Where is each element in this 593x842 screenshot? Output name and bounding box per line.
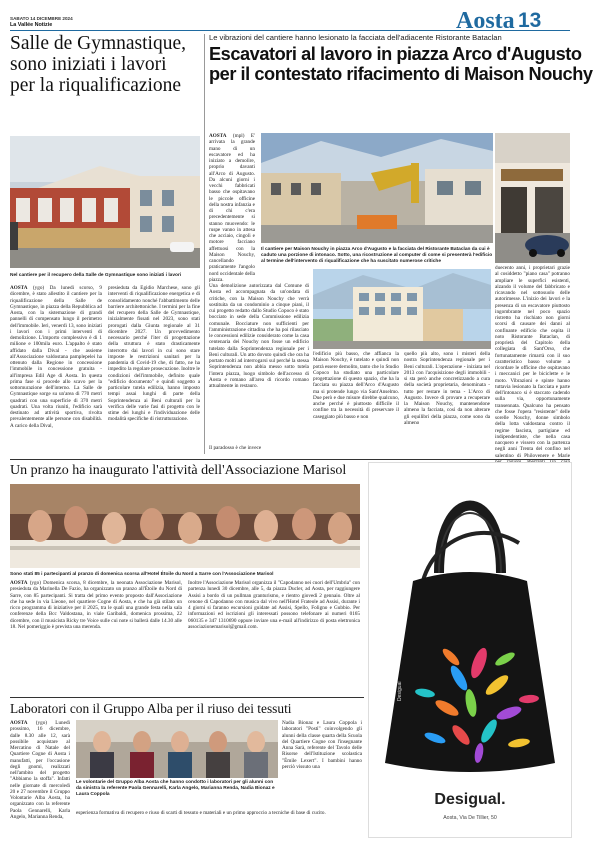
section-divider: [10, 697, 364, 698]
nouchy-photo-site: [261, 133, 493, 243]
header-publication: La Vallée Notizie: [10, 22, 53, 28]
handbag-image: [369, 463, 571, 793]
nouchy-col1-text: (mpl) E' arrivata la grande mano di un escavatore ed ha iniziato a demolire, proprio davanti all'Arco di Augusto. Da alcuni giorni i vecchi fabbricati basso che ospitavano le piccole officine della nostra infanzia e di chi c'era precedentemente si stanno muovendo: le ruspe vanno in attesa che acciaio, cingoli e motore facciano affettuosi con la Maison Nouchy, cancellando praticamente l'angolo nord occidentale della piazza.: [209, 133, 255, 283]
marisol-title: Un pranzo ha inaugurato l'attività dell'Associazione Marisol: [10, 463, 347, 478]
nouchy-construction-image: [261, 133, 493, 243]
header-date: SABATO 14 DICEMBRE 2024: [10, 16, 73, 21]
alba-body-col1: [10, 720, 70, 838]
salle-title-line: per la riqualificazione: [10, 75, 182, 96]
salle-col1-text: (ygo) Da lunedì scorso, 9 dicembre, è stato allestito il cantiere per la riqualificazione della Salle de Gymnastique, in piazza della Repubblica ad Aosta, con la sistemazione di grandi pannelli di compensato lungo il perimetro dell'immobile. Ieri, venerdì 13, sono iniziati i lavori con i primi interventi di demolizione. L'importo complessivo è di 1 milione e 100mila euro. L'appalto è stato affidato dalla Dival - che assieme all'Associazione valdostana pamplepelei ha ottenuto dalla Regione in concessione l'immobile in concessione gratuita - all'impresa Edil Age di Aosta. In questa prima fase si procede allo scavo per la sottomurazione dell'interno. La Salle de Gymnastique sorge su un'area di 770 metri quadrati con una superficie di 370 metri quadrati. Una volta riuniti, l'edificio sarà destinato ad attività sportiva, rivolta prevalentemente alle persone con disabilità. A carico della Dival,: [10, 285, 102, 429]
nouchy-photo-caption: Il cantiere per Maison Nouchy in piazza Arco d'Augusto e la facciata del Ristorante Bataclan da cui è caduto una porzione di intonaco. Sotto, una ricostruzione al computer di come si presenterà l'edificio al termine dell'intervento di riqualificazione che ha suscitato numerose critiche: [261, 247, 493, 264]
nouchy-photo-bataclan: [495, 133, 570, 263]
salle-body-col2: presieduta da Egidio Marchese, sono gli interventi di riqualificazione energetica e di consolidamento nonché l'abbattimento delle barriere architettoniche. I termini per la fine del recupero della Salle de Gymnastique, inizialmente fissati nel 2023, sono stati prorogati dalla Giunta regionale al 31 dicembre 2027. Un provvedimento necessario perché l'iter di progettazione della struttura è stato drasticamente interrotto dai lavori in cui sono stare imposte le restrizioni sanitari per la pandemia di Covid-19 che, di fatto, ne ha impedito la regolare prosecuzione. Inoltre le condizioni dell'immobile, definito quale "edificio documento" e quindi soggetto a particolare tutela edilizia, hanno imposto tempi assai lunghi di parte della Soprintendenza ai Beni culturali per la verifica delle varie fasi di progetto con le stime dei lunghi e l'individuazione delle modalità specifiche di ristrutturazione.: [108, 285, 200, 423]
salle-title-line: Salle de Gymnastique,: [10, 33, 187, 54]
marisol-body-col2: Inoltre l'Associazione Marisol organizza il "Capodanno nei cuori dell'Umbria" con partenza lunedì 30 dicembre, alle 5, da piazza Ducler, ad Aosta, per raggiungere Assisi a bordo di un pullman granturismo, e rientro giovedì 2 gennaio. Oltre al cenone di Capodanno con musica dal vivo nell'Hotel Frateole ad Assisi, durante i 4 giorni si faranno escursioni guidate ad Assisi, Spello, Foligno e Gubbio. Per informazioni ed iscrizioni gli interessati possono telefonare ai numeri 0165 060135 e 347 1310690 oppure inviare una e-mail all'indirizzo di posta elettronica associazionemarisol@gmail.com.: [188, 580, 360, 630]
marisol-col1-text: (ygo) Domenica scorsa, 8 dicembre, la neonata Associazione Marisol, presieduta da Marinella De Fazio, ha organizzato un pranzo all'Étoile du Nord di Sarre, con 85 partecipanti. Si tratta del primo evento proposto dall'Associazione che ha sede in via Lieone, nel quartiere Cogne di Aosta, e che ha già stilato un ricco programma di iniziative per il 2025, tra le quali una grande festa nella sala conferenze della Bcc Valdostana, in viale Garibaldi, domenica prossima, 22 dicembre, con il musicista Ricky tre Voice sulle cui note si ballerà dalle 14.30 alle 18. Nel pomeriggio è prevista una merenda.: [10, 580, 182, 630]
column-separator: [204, 34, 205, 454]
alba-photo-caption: Le volontarie del Gruppo Alba Aosta che hanno condotto i laboratori per gli alunni con da sinistra la referente Paola Gennarelli, Karla Angelo, Marianna Renda, Nadia Bionaz e Laura Coppola: [76, 780, 275, 797]
section-title: Aosta: [456, 8, 515, 34]
alba-title: Laboratori con il Gruppo Alba per il riuso dei tessuti: [10, 701, 292, 716]
header-rule: [10, 30, 570, 31]
marisol-group-image: [10, 484, 360, 568]
article-salle: [10, 33, 202, 457]
nouchy-headline-line: per il contestato rifacimento di Maison Nouchy: [209, 64, 593, 84]
alba-body-col2: Nadia Bionaz e Laura Coppola i laboratori "Posti" coinvolgendo gli alunni della classe quarta della Scuola del Quartiere Cogne con l'insegnante Anna Sarà, referente del Tavolo delle Risorse dell'Istituzione scolastica "Émile Lexert". I bambini hanno perciò vissuto una: [282, 720, 362, 770]
salle-title: [10, 33, 202, 96]
advert-desigual[interactable]: [368, 462, 572, 838]
nouchy-body-col3: l'edificio più basso, che affianca la Maison Nouchy, è tutelato e quindi non potrà essere demolito, tanto che lo Studio Copoco ha studiato una particolare progettazione di questo spazio, che ha la facciata su piazza dell'Arco d'Augusto ma si protende lungo via Sant'Anselmo. Due però e due misure direbbe qualcuno, anche perché è piuttosto difficile il confine tra la necessità di preservare il caseggiato più basso e non: [313, 351, 400, 420]
page-number: 13: [518, 9, 542, 32]
alba-col2-end: esperienza formativa di recupero e riuso di scarti di tessuto e materiali e un primo approccio a tecniche di base di cucito.: [76, 810, 326, 816]
nouchy-kicker: Le vibrazioni del cantiere hanno lesionato la facciata dell'adiacente Ristorante Bataclan: [209, 33, 502, 42]
nouchy-body-col2: [209, 283, 309, 455]
salle-photo: [10, 136, 200, 268]
salle-body-col1: [10, 285, 102, 455]
nouchy-headline-line: Escavatori al lavoro in piazza Arco d'Augusto: [209, 44, 582, 64]
article-marisol: [10, 462, 364, 698]
advert-brand-logo: Desigual.: [434, 791, 506, 808]
nouchy-body-col4: quello più alto, sono i misteri della nostra Soprintendenza regionale per i Beni culturali. L'operazione - iniziata nel 2013 con l'acquisizione degli immobili - si sta però anche concretizzando a cura della società proprietaria, denominata - tutto per restare in tema - L'Arco di Augusto. Invece di provare a recuperare la Maison Nouchy, mantenendone almeno la facciata, così da non alterare gli equilibri della piazza, come sono da almeno: [404, 351, 490, 426]
section-divider: [10, 459, 570, 460]
salle-photo-caption: Nel cantiere per il recupero della Salle de Gymnastique sono iniziati i lavori: [10, 273, 182, 278]
alba-photo: [76, 720, 278, 778]
marisol-dateline: AOSTA: [10, 580, 28, 586]
nouchy-photo-render: [313, 269, 491, 349]
advert-address: Aosta, Via De Tillier, 50: [443, 815, 497, 821]
nouchy-headline: [209, 44, 593, 84]
alba-dateline: AOSTA: [10, 720, 28, 726]
salle-building-image: [10, 136, 200, 268]
marisol-body-col1: [10, 580, 182, 690]
salle-dateline: AOSTA: [10, 285, 28, 291]
bag-brand-label: Desigual: [397, 681, 403, 701]
nouchy-body-col5: duecento anni, i proprietari grazie al cosiddetto "piano casa" potranno ampliare le superfici esistenti, alzando il volume del fabbricato e ricavando nel sottosuolo delle autorimesse. L'inizio dei lavori e la presenza di un escavatore piuttosto ingombrante nel poco spazio ristretto ha rischiato non giorni scorsi di causare dei danni al confinante edificio che ospita il noto Ristorante Bataclan, di proprietà del Capitolo della collegiata di Sant'Orso, che fortunatamente rimarrà con il suo caratteristico basso volume a ricordare le officine che ospitavano i meccanici per le biciclette e le moto. Vibrazioni e spinte hanno tuttavia lesionato la facciata e parte dell'intonaco si è staccato cadendo sulla via, opportunamente transennata. Qualcuno ha pensato che fosse l'opera "resistente" delle sorelle Nouchy, donne simbolo della lotta valdostana contro il regime fascista, partigiane ed indipendentiste, che nella casa nacquero e vissero con la partenza negli anni Trenta del confino nel salentino di Philovenere e Marie: [495, 265, 570, 459]
nouchy-col2-end: Il paradosso è che invece: [209, 445, 262, 451]
nouchy-col2-text: Una demolizione autorizzata dal Comune di Aosta ed accompagnata da un'ondata di critiche, con la Maison Nouchy che verrà sostituita da un condominio a cinque piani, il cui progetto redatto dallo Studio Copoco è stato bocciato in sede della Commissione edilizia comunale. Bocciature non sufficienti per l'amministrazione cittadina che ha poi rilasciato le concessioni edilizie considerato come la casa centenaria dei Nouchy non fosse un edificio tutelato dalla Soprintendenza regionale per i Beni culturali. Un atto dovuto quindi che ora ha portato molti ad interrogarsi sul perché la stessa Soprintendenza non abbia messo sotto tutela l'intera piazza, luogo simbolo dell'accesso di Aosta e romano all'area di ricordo romano attualmente in restauro.: [209, 283, 309, 389]
marisol-photo: [10, 484, 360, 568]
article-nouchy: [209, 33, 593, 459]
nouchy-body-col1: [209, 133, 255, 281]
marisol-photo-caption: Sono stati 85 i partecipanti al pranzo di domenica scorsa all'Hotel Étoile du Nord a Sarre con l'Associazione Marisol: [10, 572, 274, 577]
bataclan-facade-image: [495, 133, 570, 263]
alba-col1-text: (ygo) Lunedì prossimo, 16 dicembre, dalle 8.30 alle 12, sarà possibile acquistare al Mercatino di Natale del Quartiere Cogne di Aosta i manufatti, per l'occasione degli gnomi, realizzati nell'ambito del progetto "Abbiamo la stoffa". Infatti nelle giornate di mercoledì 20 e 27 novembre il Gruppo Volontarie Alba Aosta, ha organizzato con la referente Paola Gennarelli, Karla Angelo, Marianna Renda,: [10, 720, 70, 820]
article-alba: [10, 700, 364, 840]
salle-title-line: sono iniziati i lavori: [10, 54, 167, 75]
alba-volunteers-image: [76, 720, 278, 778]
nouchy-dateline: AOSTA: [209, 133, 227, 139]
building-render-image: [313, 269, 491, 349]
